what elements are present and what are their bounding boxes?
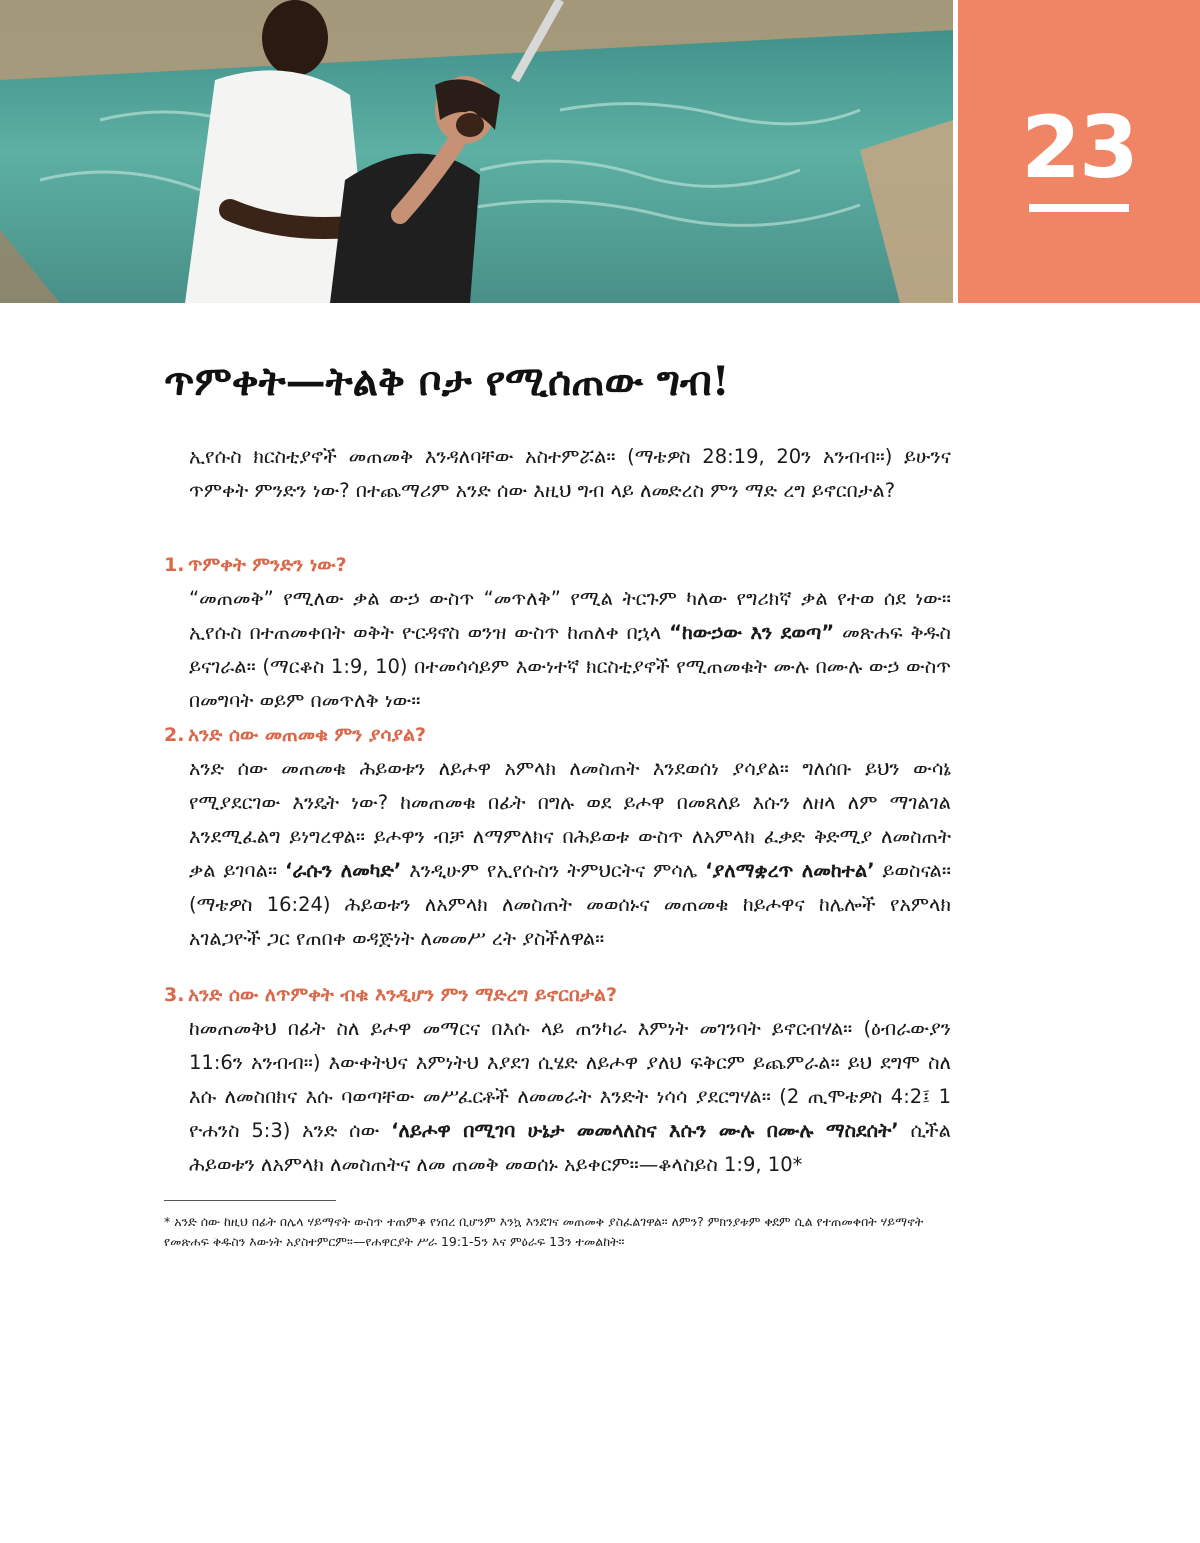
section-number: 2.: [164, 724, 185, 746]
body-text: ከመጠመቅህ በፊት ስለ ይሖዋ መማርና በእሱ ላይ ጠንካራ እምነት መገንባት ይኖርብሃል። (ዕብራውያን 11:6ን አንብብ።) እውቀትህና እምነትህ እያደገ ሲሄድ ለይሖዋ ያለህ ፍቅርም ይጨምራል። ይህ ደግሞ ስለ እሱ ለመስበክና እሱ ባወጣቸው መሥፈርቶች ለመመራት እንድት ነሳሳ ያደርግሃል። (2 ጢሞቴዎስ 4:2፤ 1 ዮሐንስ 5:3) አንድ ሰው: [189, 1017, 951, 1142]
section-title: አንድ ሰው ለጥምቀት ብቁ እንዲሆን ምን ማድረግ ይኖርበታል?: [188, 984, 618, 1006]
chapter-badge: [958, 0, 1200, 303]
hero-photo-baptism: [0, 0, 953, 303]
emphasis-text: ‘ራሱን ለመካድ’: [284, 859, 402, 882]
footnote-divider: [164, 1200, 336, 1201]
body-text: መጽሐፍ ቅዱስ ይናገራል። (ማርቆስ 1:9, 10) በተመሳሳይም እውነተኛ ክርስቲያኖች የሚጠመቁት ሙሉ በሙሉ ውኃ ውስጥ በመግባት ወይም በመጥለቅ ነው።: [189, 621, 951, 712]
footnote: * አንድ ሰው ከዚህ በፊት በሌላ ሃይማኖት ውስጥ ተጠምቆ የነበረ ቢሆንም እንኳ እንደገና መጠመቅ ያስፈልገዋል። ለምን? ምክንያቱም ቀደም ሲል የተጠመቀበት ሃይማኖት የመጽሐፍ ቅዱስን እውነት አያስተምርም።—የሐዋርያት ሥራ 19:1-5ን እና ምዕራፍ 13ን ተመልከት።: [164, 1214, 924, 1249]
chapter-underline: [1029, 204, 1129, 212]
section-title: ጥምቀት ምንድን ነው?: [188, 554, 347, 576]
body-text: አንድ ሰው መጠመቁ ሕይወቱን ለይሖዋ አምላክ ለመስጠት እንደወሰነ ያሳያል። ግለሰቡ ይህን ውሳኔ የሚያደርገው እንዴት ነው? ከመጠመቁ በፊት በግሉ ወደ ይሖዋ በመጸለይ እሱን ለዘላ ለም ማገልገል እንደሚፈልግ ይነግረዋል። ይሖዋን ብቻ ለማምለክና በሕይወቱ ውስጥ ለአምላክ ፈቃድ ቅድሚያ ለመስጠት ቃል ይገባል።: [189, 757, 951, 882]
section-heading-2: [164, 720, 426, 750]
intro-paragraph: ኢየሱስ ክርስቲያኖች መጠመቅ እንዳለባቸው አስተምሯል። (ማቴዎስ 28:19, 20ን አንብብ።) ይሁንና ጥምቀት ምንድን ነው? በተጨማሪም አንድ ሰው እዚህ ግብ ላይ ለመድረስ ምን ማድ ረግ ይኖርበታል?: [189, 445, 951, 502]
section-number: 1.: [164, 554, 185, 576]
section-heading-1: [164, 550, 347, 580]
section-number: 3.: [164, 984, 185, 1006]
page-title: ጥምቀት—ትልቅ ቦታ የሚሰጠው ግብ!: [164, 358, 730, 405]
section-body-3: [189, 1012, 951, 1182]
section-heading-3: [164, 980, 617, 1010]
emphasis-text: ‘ለይሖዋ በሚገባ ሁኔታ መመላለስና እሱን ሙሉ በሙሉ ማስደሰት’: [391, 1119, 899, 1142]
baptism-photo: [0, 0, 953, 303]
emphasis-text: “ከውኃው እን ደወጣ”: [669, 621, 835, 644]
body-text: ይወስናል። (ማቴዎስ 16:24) ሕይወቱን ለአምላክ ለመስጠት መወሰኑና መጠመቁ ከይሖዋና ከሌሎች የአምላክ አገልጋዮች ጋር የጠበቀ ወዳጅነት ለመመሥ ረት ያስችለዋል።: [189, 859, 951, 950]
body-text: እንዲሁም የኢየሱስን ትምህርትና ምሳሌ: [401, 859, 706, 882]
section-body-1: [189, 582, 951, 718]
body-text: ሲችል ሕይወቱን ለአምላክ ለመስጠትና ለመ ጠመቅ መወሰኑ አይቀርም።—ቆላስይስ 1:9, 10*: [189, 1119, 952, 1176]
section-body-2: [189, 752, 951, 956]
section-title: አንድ ሰው መጠመቁ ምን ያሳያል?: [188, 724, 427, 746]
emphasis-text: ‘ያለማቋረጥ ለመከተል’: [705, 859, 875, 882]
body-text: “መጠመቅ” የሚለው ቃል ውኃ ውስጥ “መጥለቅ” የሚል ትርጉም ካለው የግሪክኛ ቃል የተወ ሰደ ነው። ኢየሱስ በተጠመቀበት ወቅት ዮርዳኖስ ወንዝ ውስጥ ከጠለቀ በኋላ: [189, 587, 951, 644]
chapter-number: 23: [1021, 98, 1137, 198]
